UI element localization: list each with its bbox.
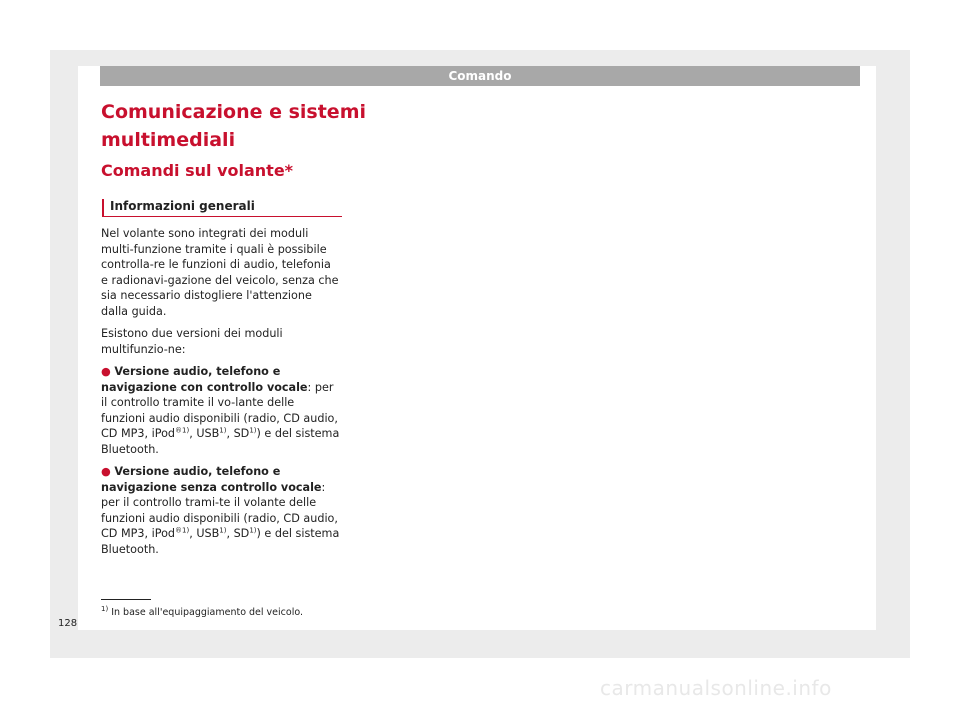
footnote: $^{1)}$ In base all'equipaggiamento del veicolo. xyxy=(101,604,304,618)
section-title: Comandi sul volante* xyxy=(101,161,294,180)
bullet-item: ● Versione audio, telefono e navigazione senza controllo vocale: per il controllo trami-te il volante delle funzioni audio disponibili (radio, CD audio, CD MP3, iPod$^{®1)}$, USB$^{1)}$, SD$^{1)}$) e del sistema Bluetooth. xyxy=(101,465,340,556)
footnote-divider xyxy=(101,599,151,600)
bullet-lead: Versione audio, telefono e navigazione con controllo vocale xyxy=(101,365,308,394)
bullet-icon: ● xyxy=(101,465,111,478)
bullet-lead: Versione audio, telefono e navigazione senza controllo vocale xyxy=(101,465,322,494)
heading-underline xyxy=(102,216,342,217)
bullet-icon: ● xyxy=(101,365,111,378)
chapter-title: Comunicazione e sistemi multimediali xyxy=(101,101,367,151)
paragraph-intro: Nel volante sono integrati dei moduli multi-funzione tramite i quali è possibile controlla-re le funzioni di audio, telefonia e radionavi-gazione del veicolo, senza che sia necessario distogliere l'attenzione dalla guida. xyxy=(101,227,339,318)
heading-accent xyxy=(102,199,104,217)
paragraph-versions: Esistono due versioni dei moduli multifunzio-ne: xyxy=(101,327,283,356)
section-header: Comando xyxy=(100,66,860,86)
page-number: 128 xyxy=(58,618,78,629)
body-text xyxy=(101,226,341,564)
watermark-logo: carmanualsonline.info xyxy=(600,676,832,700)
bullet-item: ● Versione audio, telefono e navigazione con controllo vocale: per il controllo tramite il vo-lante delle funzioni audio disponibili (radio, CD audio, CD MP3, iPod$^{®1)}$, USB$^{1)}$, SD$^{1)}$) e del sistema Bluetooth. xyxy=(101,365,340,456)
subsection-heading: Informazioni generali xyxy=(110,199,255,213)
